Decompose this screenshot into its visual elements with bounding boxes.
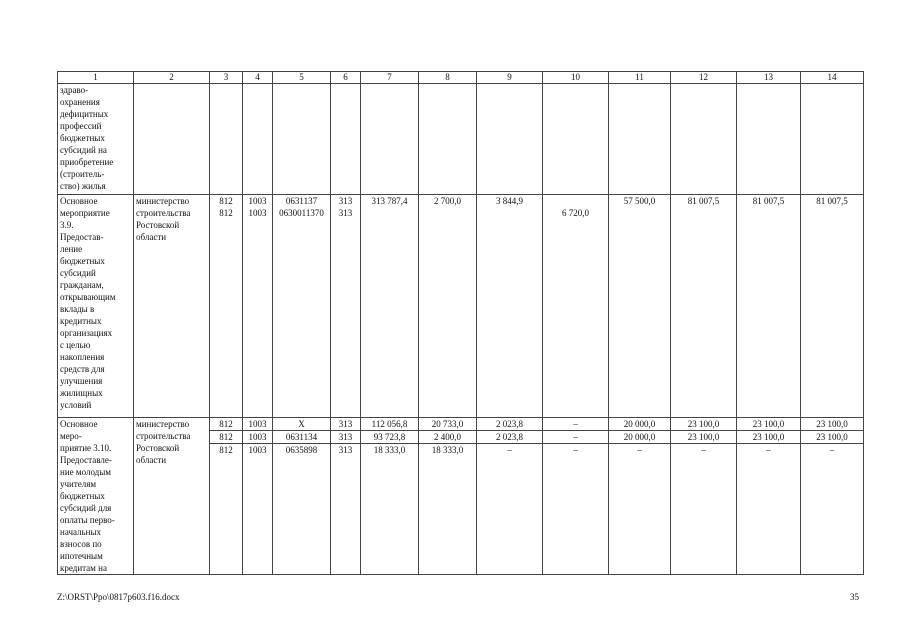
exec-line: Ростовской <box>136 443 180 453</box>
row-description <box>58 84 134 195</box>
cell-value: X <box>273 418 331 431</box>
exec-line: министерство <box>136 419 190 429</box>
col-header: 7 <box>361 72 419 84</box>
exec-line: области <box>136 232 167 242</box>
desc-line: 3.9. <box>60 220 74 230</box>
cell-value: – <box>671 444 737 575</box>
desc-line: приобретение <box>60 157 114 167</box>
desc-line: ние молодым <box>60 467 112 477</box>
col-header: 6 <box>331 72 361 84</box>
page-number: 35 <box>850 592 859 602</box>
exec-line: строительства <box>136 431 191 441</box>
cell <box>243 84 273 195</box>
desc-line: здраво- <box>60 85 89 95</box>
cell-value: 1003 <box>248 196 267 206</box>
cell-value: 81 007,5 <box>671 195 737 418</box>
cell-value: 2 400,0 <box>419 431 477 444</box>
desc-line: дефицитных <box>60 109 109 119</box>
desc-line: (строитель- <box>60 169 105 179</box>
desc-line: ство) жилья <box>60 181 106 191</box>
cell-value: – <box>543 418 609 431</box>
row-executor <box>134 195 210 418</box>
cell-value: 812 <box>219 196 233 206</box>
cell-value: – <box>543 444 609 575</box>
row-description <box>58 195 134 418</box>
desc-line: Основное <box>60 196 98 206</box>
cell <box>210 84 243 195</box>
cell <box>331 84 361 195</box>
table-row <box>58 418 864 431</box>
cell <box>737 84 801 195</box>
cell-value: 23 100,0 <box>737 431 801 444</box>
desc-line: взносов по <box>60 539 102 549</box>
col-header: 12 <box>671 72 737 84</box>
cell <box>801 84 864 195</box>
desc-line: Основное <box>60 419 98 429</box>
cell <box>543 84 609 195</box>
col-header: 9 <box>477 72 543 84</box>
cell-value: 2 700,0 <box>419 195 477 418</box>
cell-value: 23 100,0 <box>801 431 864 444</box>
desc-line: накопления <box>60 352 105 362</box>
col-header: 8 <box>419 72 477 84</box>
cell-value: 20 000,0 <box>609 418 671 431</box>
row-executor <box>134 418 210 575</box>
budget-table <box>57 71 864 575</box>
desc-line: охранения <box>60 97 100 107</box>
desc-line: субсидий на <box>60 145 107 155</box>
table-header-row <box>58 72 864 84</box>
desc-line: условий <box>60 400 92 410</box>
desc-line: учителям <box>60 479 97 489</box>
desc-line: профессий <box>60 121 102 131</box>
cell <box>671 84 737 195</box>
desc-line: субсидий для <box>60 503 112 513</box>
cell-value: 313 <box>338 196 353 206</box>
desc-line: жилищных <box>60 388 103 398</box>
cell-value: 20 733,0 <box>419 418 477 431</box>
col-header: 1 <box>58 72 134 84</box>
cell-value: 0635898 <box>273 444 331 575</box>
cell-value: 2 023,8 <box>477 431 543 444</box>
desc-line: организациях <box>60 328 113 338</box>
cell-value: 812 <box>210 418 243 431</box>
cell-value: 93 723,8 <box>361 431 419 444</box>
desc-line: оплаты перво- <box>60 515 115 525</box>
cell <box>361 84 419 195</box>
col-header: 13 <box>737 72 801 84</box>
cell-value: 0630011370 <box>279 208 324 218</box>
desc-line: ление <box>60 244 83 254</box>
desc-line: с целью <box>60 340 91 350</box>
cell-value: – <box>543 431 609 444</box>
cell-value: 18 333,0 <box>419 444 477 575</box>
table-row <box>58 84 864 195</box>
cell-value: 23 100,0 <box>737 418 801 431</box>
table-row <box>58 195 864 418</box>
cell-value: – <box>477 444 543 575</box>
desc-line: открывающим <box>60 292 116 302</box>
footer-file-path: Z:\ORST\Ppo\0817p603.f16.docx <box>57 592 180 602</box>
cell-value: 313 <box>331 418 361 431</box>
desc-line: бюджетных <box>60 133 105 143</box>
cell-value: 0631137 <box>285 196 318 206</box>
cell <box>477 84 543 195</box>
desc-line: кредитам на <box>60 563 107 573</box>
desc-line: средств для <box>60 364 105 374</box>
cell-value: 812 <box>210 431 243 444</box>
desc-line: начальных <box>60 527 102 537</box>
cell-value: 313 787,4 <box>361 195 419 418</box>
desc-line: бюджетных <box>60 491 105 501</box>
cell-value: 313 <box>338 208 353 218</box>
col-header: 10 <box>543 72 609 84</box>
cell-value: 0631134 <box>273 431 331 444</box>
cell-value: 20 000,0 <box>609 431 671 444</box>
cell <box>609 84 671 195</box>
desc-line: Предостав- <box>60 232 104 242</box>
cell-value: 3 844,9 <box>477 195 543 418</box>
cell <box>273 84 331 195</box>
cell <box>419 84 477 195</box>
cell-rzpr <box>243 195 273 418</box>
cell-value: – <box>737 444 801 575</box>
cell-grbs <box>210 195 243 418</box>
col-header: 11 <box>609 72 671 84</box>
row-description <box>58 418 134 575</box>
cell <box>134 84 210 195</box>
exec-line: области <box>136 455 167 465</box>
cell-value <box>543 195 609 418</box>
desc-line: вклады в <box>60 304 95 314</box>
cell-value: 1003 <box>243 444 273 575</box>
desc-line: кредитных <box>60 316 102 326</box>
cell-value: 81 007,5 <box>801 195 864 418</box>
cell-value: 1003 <box>243 418 273 431</box>
desc-line: приятие 3.10. <box>60 443 112 453</box>
col-header: 14 <box>801 72 864 84</box>
desc-line: улучшения <box>60 376 103 386</box>
desc-line: мероприятие <box>60 208 110 218</box>
col-header: 4 <box>243 72 273 84</box>
cell-value: 313 <box>331 431 361 444</box>
cell-value: 23 100,0 <box>801 418 864 431</box>
desc-line: меро- <box>60 431 82 441</box>
cell-value: 2 023,8 <box>477 418 543 431</box>
cell-csr <box>273 195 331 418</box>
col-header: 2 <box>134 72 210 84</box>
exec-line: Ростовской <box>136 220 180 230</box>
cell-value: 112 056,8 <box>361 418 419 431</box>
cell-value: 812 <box>219 208 233 218</box>
cell-value: 23 100,0 <box>671 418 737 431</box>
cell-value: 812 <box>210 444 243 575</box>
cell-vr <box>331 195 361 418</box>
desc-line: ипотечным <box>60 551 103 561</box>
desc-line: гражданам, <box>60 280 104 290</box>
exec-line: строительства <box>136 208 191 218</box>
cell-value: 18 333,0 <box>361 444 419 575</box>
cell-value: 6 720,0 <box>562 208 589 218</box>
desc-line: бюджетных <box>60 256 105 266</box>
exec-line: министерство <box>136 196 190 206</box>
cell-value: – <box>801 444 864 575</box>
col-header: 5 <box>273 72 331 84</box>
desc-line: Предоставле- <box>60 455 112 465</box>
cell-value: 1003 <box>248 208 267 218</box>
cell-value: – <box>609 444 671 575</box>
cell-value: 57 500,0 <box>609 195 671 418</box>
col-header: 3 <box>210 72 243 84</box>
cell-value: 23 100,0 <box>671 431 737 444</box>
desc-line: субсидий <box>60 268 96 278</box>
cell-value: 1003 <box>243 431 273 444</box>
cell-value: 81 007,5 <box>737 195 801 418</box>
cell-value: 313 <box>331 444 361 575</box>
